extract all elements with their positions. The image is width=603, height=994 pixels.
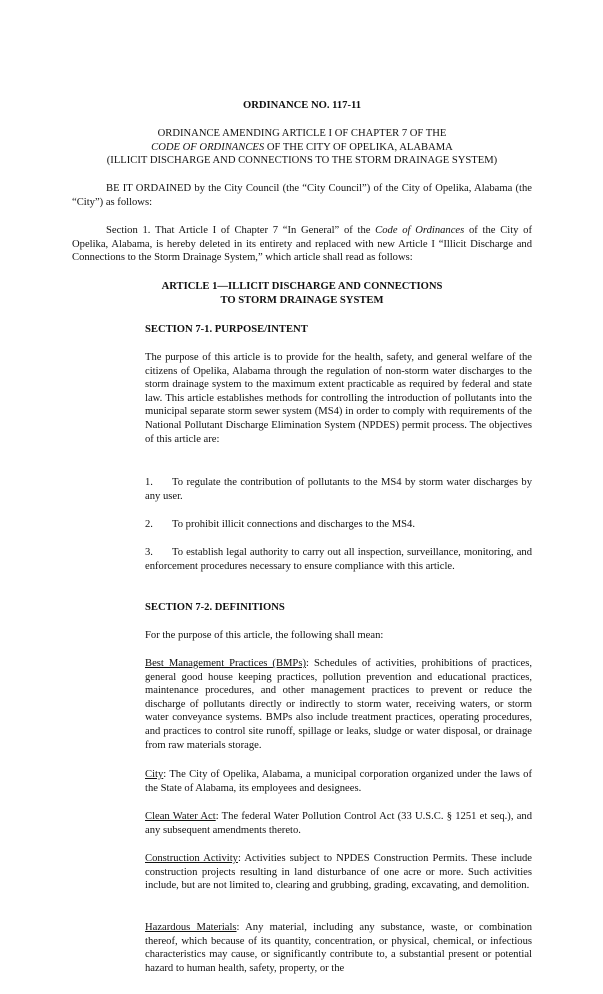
section-1-paragraph xyxy=(72,224,532,265)
definition-text: : Schedules of activities, prohibitions of practices, general good house keeping practices, pollution prevention and educational practices, maintenance procedures, and other management practices to prevent or reduce the discharge of pollutants directly or indirectly to storm water, receiving waters, or storm water conveyance systems. BMPs also include treatment practices, operating procedures, and practices to control site runoff, spillage or leaks, sludge or water disposal, or drainage from raw materials storage. xyxy=(145,658,533,751)
article-title-line-2: TO STORM DRAINAGE SYSTEM xyxy=(220,294,384,306)
definition-item xyxy=(145,810,532,837)
section-7-1-heading: SECTION 7-1. PURPOSE/INTENT xyxy=(145,324,308,335)
objective-item xyxy=(145,476,532,503)
heading-line-3: (ILLICIT DISCHARGE AND CONNECTIONS TO THE STORM DRAINAGE SYSTEM) xyxy=(106,155,498,167)
definition-term: Hazardous Materials xyxy=(145,922,237,933)
definition-text: : Any material, including any substance, waste, or combination thereof, which because of its quantity, concentration, or physical, chemical, or infectious characteristics may cause, or significantly contribute to, a substantial present or potential hazard to human health, safety, property, or the xyxy=(145,922,532,974)
definition-term: Clean Water Act xyxy=(145,811,216,822)
definition-term: Best Management Practices (BMPs) xyxy=(145,658,306,669)
heading-line-1: ORDINANCE AMENDING ARTICLE I OF CHAPTER 7 OF THE xyxy=(157,128,447,139)
section-1-text-b: of the City of Opelika, Alabama, is hereby deleted in its entirety and replaced with new Article I “Illicit Discharge and Connections to the Storm Drainage System,” which article shall read as follows: xyxy=(72,225,533,264)
section-7-2-heading: SECTION 7-2. DEFINITIONS xyxy=(145,602,285,613)
objective-number: 2. xyxy=(145,519,153,530)
definition-item xyxy=(145,657,532,752)
definition-item xyxy=(145,921,532,975)
definition-item xyxy=(145,852,532,893)
objective-number: 1. xyxy=(145,477,153,488)
ordinance-number: ORDINANCE NO. 117-11 xyxy=(242,100,361,111)
objective-text: To prohibit illicit connections and discharges to the MS4. xyxy=(172,519,415,530)
heading-line-2-rest: OF THE CITY OF OPELIKA, ALABAMA xyxy=(264,141,453,153)
ordained-paragraph xyxy=(72,182,532,209)
definition-text: : The federal Water Pollution Control Act (33 U.S.C. § 1251 et seq.), and any subsequent amendments thereto. xyxy=(145,811,532,836)
objective-item xyxy=(145,546,532,573)
section-1-text-a: Section 1. That Article I of Chapter 7 “In General” of the xyxy=(106,225,376,236)
definition-term: Construction Activity xyxy=(145,853,238,864)
ordinance-heading xyxy=(72,127,532,168)
section-7-1-body: The purpose of this article is to provide for the health, safety, and general welfare of the citizens of Opelika, Alabama through the regulation of non-storm water discharges to the storm drainage system to the maximum extent practicable as required by federal and state law. This article establishes methods for controlling the introduction of pollutants into the municipal separate storm sewer system (MS4) in order to comply with requirements of the National Pollutant Discharge Elimination System (NPDES) permit process. The objectives of this article are: xyxy=(145,352,532,445)
section-7-2-intro: For the purpose of this article, the following shall mean: xyxy=(145,630,384,641)
objective-text: To establish legal authority to carry out all inspection, surveillance, monitoring, and enforcement procedures necessary to ensure compliance with this article. xyxy=(145,547,532,572)
definition-term: City xyxy=(145,769,164,780)
objective-text: To regulate the contribution of pollutants to the MS4 by storm water discharges by any user. xyxy=(145,477,532,502)
heading-code-title: CODE OF ORDINANCES xyxy=(151,141,265,153)
definition-text: : The City of Opelika, Alabama, a municipal corporation organized under the laws of the State of Alabama, its employees and designees. xyxy=(145,769,532,794)
article-title-line-1: ARTICLE 1—ILLICIT DISCHARGE AND CONNECTIONS xyxy=(161,281,443,292)
section-1-code-title: Code of Ordinances xyxy=(375,225,465,236)
ordained-text: BE IT ORDAINED by the City Council (the “City Council”) of the City of Opelika, Alabama (the “City”) as follows: xyxy=(72,183,532,208)
definition-text: : Activities subject to NPDES Construction Permits. These include construction projects resulting in land disturbance of one acre or more. Such activities include, but are not limited to, clearing and grubbing, grading, excavating, and demolition. xyxy=(145,853,533,892)
objective-number: 3. xyxy=(145,547,153,558)
objective-item xyxy=(145,518,532,532)
article-title xyxy=(72,280,532,307)
definition-item xyxy=(145,768,532,795)
heading-line-2 xyxy=(72,141,532,155)
